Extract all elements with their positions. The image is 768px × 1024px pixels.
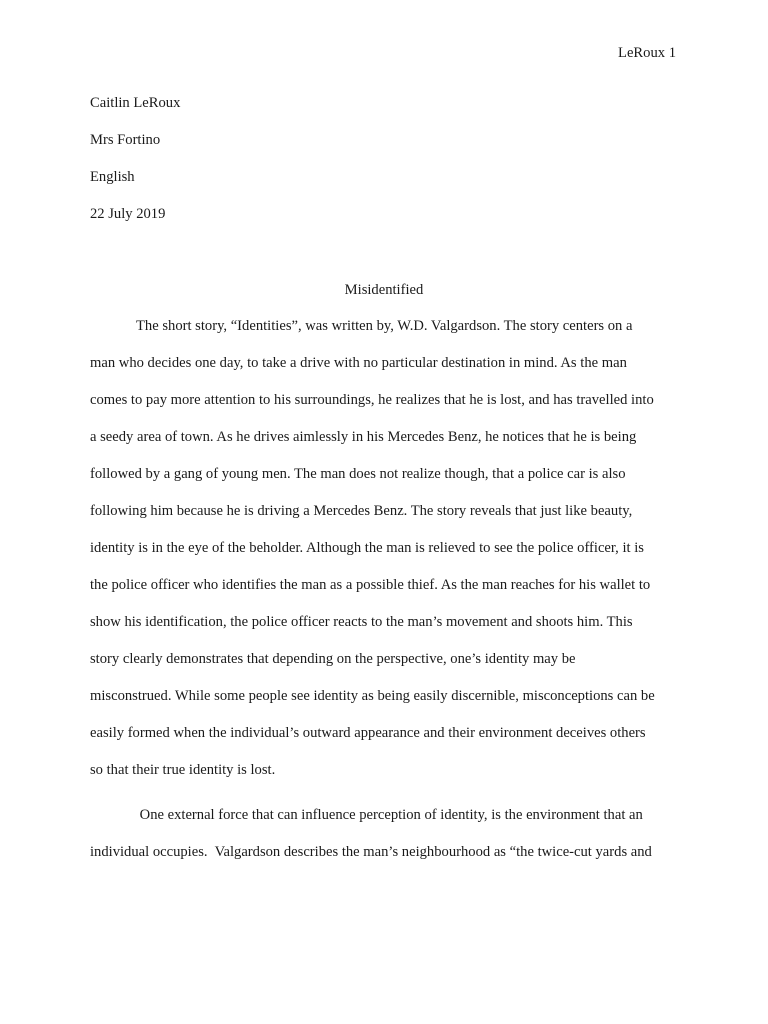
paragraph-line: One external force that can influence perception of identity, is the environment that an (136, 807, 643, 823)
instructor-name: Mrs Fortino (90, 132, 161, 148)
paragraph-line: misconstrued. While some people see identity as being easily discernible, misconceptions can be (90, 688, 655, 704)
paragraph-line: identity is in the eye of the beholder. Although the man is relieved to see the police officer, it is (90, 540, 644, 556)
essay-date: 22 July 2019 (90, 206, 166, 222)
body-paragraph-2 (90, 806, 690, 880)
paragraph-line: comes to pay more attention to his surroundings, he realizes that he is lost, and has travelled into (90, 392, 654, 408)
paragraph-line: following him because he is driving a Mercedes Benz. The story reveals that just like beauty, (90, 503, 633, 519)
body-paragraph-1 (90, 317, 690, 798)
mla-heading (90, 94, 180, 242)
course-name: English (90, 169, 135, 185)
paragraph-line: so that their true identity is lost. (90, 762, 276, 778)
paragraph-line: followed by a gang of young men. The man does not realize though, that a police car is also (90, 466, 626, 482)
essay-title: Misidentified (344, 282, 424, 298)
paragraph-line: the police officer who identifies the man as a possible thief. As the man reaches for his wallet to (90, 577, 651, 593)
paragraph-line: easily formed when the individual’s outward appearance and their environment deceives others (90, 725, 646, 741)
paragraph-line: a seedy area of town. As he drives aimlessly in his Mercedes Benz, he notices that he is being (90, 429, 637, 445)
paragraph-line: story clearly demonstrates that depending on the perspective, one’s identity may be (90, 651, 576, 667)
paragraph-line: The short story, “Identities”, was written by, W.D. Valgardson. The story centers on a (136, 318, 633, 334)
author-name: Caitlin LeRoux (90, 95, 181, 111)
paragraph-line: individual occupies. Valgardson describes the man’s neighbourhood as “the twice-cut yards and (90, 844, 652, 860)
paragraph-line: man who decides one day, to take a drive with no particular destination in mind. As the man (90, 355, 627, 371)
paragraph-line: show his identification, the police officer reacts to the man’s movement and shoots him. This (90, 614, 633, 630)
running-head: LeRoux 1 (618, 45, 676, 61)
